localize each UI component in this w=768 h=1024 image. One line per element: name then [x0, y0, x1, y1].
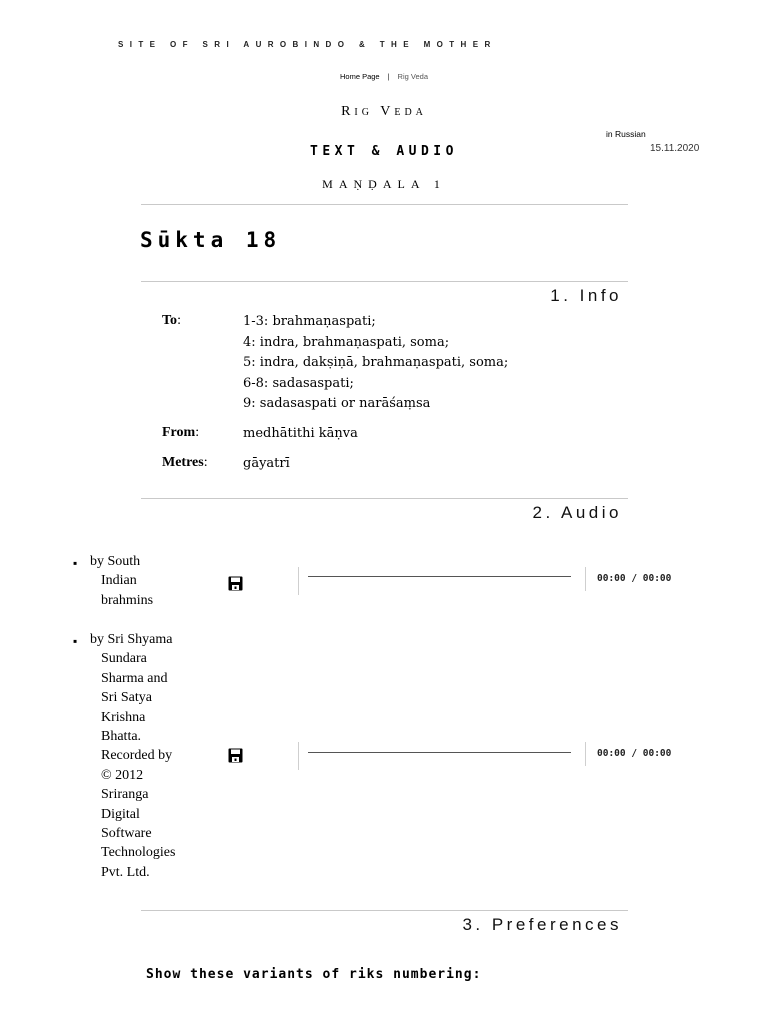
player-divider	[298, 567, 299, 595]
metres-value: gāyatrī	[243, 456, 290, 471]
audio-progress-track[interactable]	[308, 576, 571, 577]
from-value: medhātithi kāṇva	[243, 426, 358, 441]
divider	[141, 204, 628, 205]
audio-player[interactable]	[297, 567, 677, 595]
divider	[141, 910, 628, 911]
recording-line: Technologies	[101, 845, 176, 861]
site-title[interactable]: SITE OF SRI AUROBINDO & THE MOTHER	[118, 40, 497, 49]
to-label-text: To	[162, 313, 178, 328]
recording-line: Sundara	[101, 651, 147, 667]
section-heading-audio[interactable]: 2. Audio	[532, 503, 622, 522]
page-subtitle: TEXT & AUDIO	[310, 144, 458, 159]
mandala-title: MAṆḌALA 1	[322, 177, 446, 191]
recording-line: brahmins	[101, 592, 154, 608]
recording-line: Sriranga	[101, 787, 149, 803]
recording-line: Software	[101, 826, 152, 842]
list-bullet: ▪	[73, 634, 78, 648]
from-label-text: From	[162, 425, 196, 440]
to-value-line: 5: indra, dakṣiṇā, brahmaṇaspati, soma;	[243, 355, 509, 370]
to-value-line: 1-3: brahmaṇaspati;	[243, 314, 376, 329]
date-label: 15.11.2020	[650, 143, 700, 154]
recording-description	[90, 630, 190, 882]
to-value-line: 6-8: sadasaspati;	[243, 375, 354, 391]
recording-line: Krishna	[101, 709, 146, 725]
breadcrumb-separator: |	[387, 72, 390, 81]
from-label	[162, 425, 199, 441]
home-page-link[interactable]: Home Page	[339, 72, 380, 81]
metres-label-text: Metres	[162, 455, 204, 470]
floppy-disk-icon[interactable]	[227, 575, 244, 592]
metres-label	[162, 455, 208, 471]
recording-line: Digital	[101, 806, 140, 822]
recording-line: Bhatta.	[101, 729, 142, 745]
player-divider	[585, 567, 586, 591]
from-label-colon: :	[195, 425, 200, 440]
recording-line: Recorded by	[101, 748, 173, 764]
breadcrumb-current[interactable]: Rig Veda	[397, 72, 428, 81]
to-label	[162, 313, 181, 329]
floppy-disk-icon[interactable]	[227, 747, 244, 764]
player-divider	[585, 742, 586, 766]
section-heading-preferences[interactable]: 3. Preferences	[462, 915, 622, 934]
recording-line: Indian	[101, 573, 137, 589]
in-russian-link[interactable]: in Russian	[606, 129, 646, 139]
list-bullet: ▪	[73, 556, 78, 570]
numbering-preferences-label: Show these variants of riks numbering:	[146, 967, 482, 982]
divider	[141, 498, 628, 499]
to-label-colon: :	[177, 313, 181, 328]
audio-time: 00:00 / 00:00	[597, 573, 672, 584]
page-title: Rig Veda	[341, 104, 427, 119]
to-values	[243, 312, 508, 415]
metres-label-colon: :	[203, 455, 208, 470]
audio-progress-track[interactable]	[308, 752, 571, 753]
to-value-line: 9: sadasaspati or narāśaṃsa	[243, 396, 431, 411]
player-divider	[298, 742, 299, 770]
recording-line: by Sri Shyama	[90, 632, 173, 647]
divider	[141, 281, 628, 282]
recording-description	[90, 552, 190, 610]
recording-line: Sri Satya	[101, 690, 152, 706]
breadcrumb	[0, 72, 768, 81]
sukta-title: Sūkta 18	[140, 228, 282, 252]
section-heading-info[interactable]: 1. Info	[550, 286, 622, 305]
audio-time: 00:00 / 00:00	[597, 748, 672, 759]
audio-player[interactable]	[297, 742, 677, 770]
recording-line: Pvt. Ltd.	[101, 864, 150, 880]
recording-line: © 2012	[101, 767, 144, 783]
recording-line: by South	[90, 554, 141, 569]
recording-line: Sharma and	[101, 670, 168, 686]
to-value-line: 4: indra, brahmaṇaspati, soma;	[243, 334, 450, 350]
